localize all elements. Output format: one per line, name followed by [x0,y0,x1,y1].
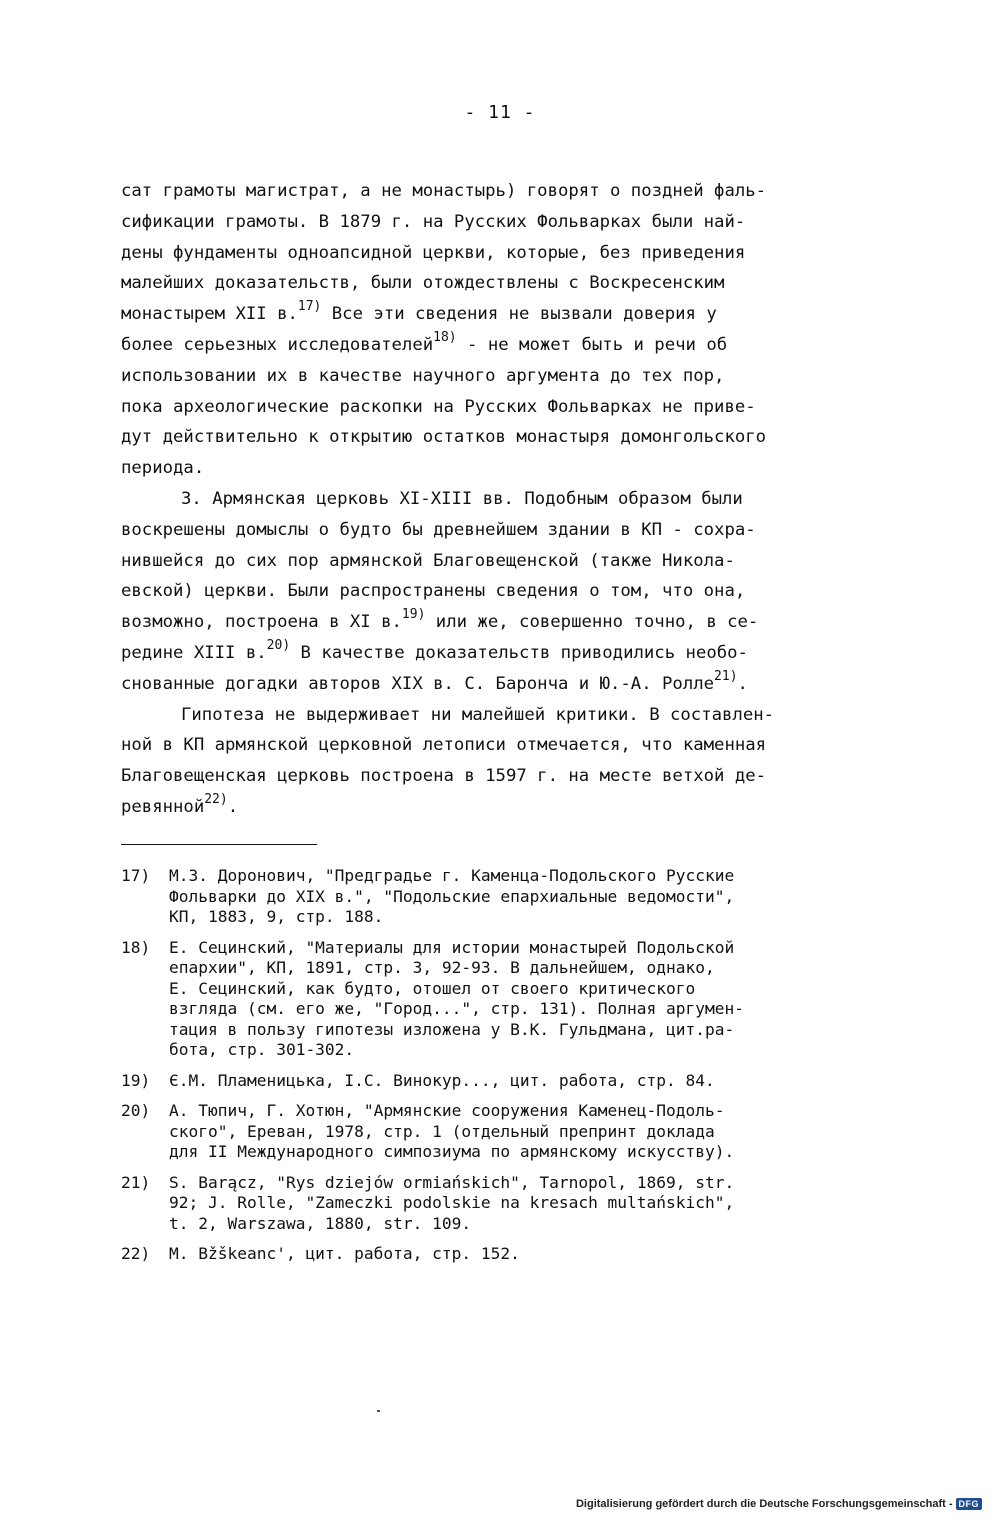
footnote-number: 21) [121,1172,151,1192]
text-line [121,669,891,700]
footnote-separator [121,844,317,845]
page-number: - 11 - [464,102,536,123]
text-line: использовании их в качестве научного аргумента до тех пор, [121,365,725,386]
digitization-credit-text: Digitalisierung gefördert durch die Deutsche Forschungsgemeinschaft - [575,1498,953,1510]
footnote-line: t. 2, Warszawa, 1880, str. 109. [169,1213,472,1233]
text-line: ной в КП армянской церковной летописи отмечается, что каменная [121,735,767,756]
text-segment: ревянной [121,796,205,817]
text-line: 3. Армянская церковь XI-XIII вв. Подобным образом были [181,488,743,509]
text-line: нившейся до сих пор армянской Благовещенской (также Никола- [121,550,735,571]
footnote-line: взгляда (см. его же, "Город...", стр. 131). Полная аргумен- [169,999,744,1018]
footnote-line: M. Bžškeanc', цит. работа, стр. 152. [169,1244,520,1263]
text-segment: более серьезных исследователей [121,334,434,355]
text-segment: или же, совершенно точно, в се- [425,612,759,633]
text-segment: В качестве доказательств приводились необо- [290,642,748,663]
text-segment: . [737,673,748,694]
footnote-number: 20) [121,1101,151,1120]
footnote-number: 19) [121,1070,151,1090]
scan-speck [377,1410,380,1412]
footnote-line: Е. Сецинский, как будто, отошел от своего критического [169,978,696,998]
footnote-line: М.З. Доронович, "Предградье г. Каменца-Подольского Русские [169,866,735,885]
text-segment: - не может быть и речи об [456,334,728,355]
footnote-line: бота, стр. 301-302. [169,1040,355,1059]
footnote-22 [121,1244,901,1265]
footnote-line: КП, 1883, 9, стр. 188. [169,907,384,926]
footnote-ref-19: 19) [401,607,426,623]
footnote-line: для II Международного симпозиума по армянскому искусству). [169,1142,735,1161]
footnotes [121,866,901,1275]
footnote-20 [121,1101,901,1163]
footnote-19 [121,1071,901,1092]
footnote-ref-21: 21) [714,668,738,684]
text-line: дены фундаменты одноапсидной церкви, которые, без приведения [121,242,746,263]
text-segment: Все эти сведения не вызвали доверия у [321,304,717,325]
footnote-line: Фольварки до XIX в.", "Подольские епархиальные ведомости", [169,886,735,906]
text-line: периода. [121,458,205,479]
footnote-line: А. Тюпич, Г. Хотюн, "Армянские сооружения Каменец-Подоль- [169,1101,725,1120]
digitization-credit [576,1498,982,1510]
text-line [121,299,891,330]
text-segment: . [227,796,239,817]
text-segment: редине XIII в. [121,642,267,663]
footnote-number: 18) [121,937,151,957]
text-line: Гипотеза не выдерживает ни малейшей критики. В составлен- [181,704,775,725]
text-line [121,607,891,638]
text-line: сат грамоты магистрат, а не монастырь) говорят о поздней фаль- [121,181,767,201]
text-line: Благовещенская церковь построена в 1597 г. на месте ветхой де- [121,766,767,787]
footnote-line: 92; J. Rolle, "Zameczki podolskie na kresach multańskich", [169,1193,735,1212]
footnote-number: 22) [121,1244,151,1263]
footnote-17 [121,866,901,928]
footnote-18 [121,938,901,1061]
footnote-ref-18: 18) [433,329,457,345]
dfg-logo: DFG [956,1498,983,1510]
footnote-line: тация в пользу гипотезы изложена у В.К. Гульдмана, цит.ра- [169,1019,735,1039]
footnote-line: Є.М. Пламеницька, І.С. Винокур..., цит. работа, стр. 84. [169,1070,715,1090]
text-segment: снованные догадки авторов XIX в. С. Баронча и Ю.-А. Ролле [121,673,715,694]
text-line: пока археологические раскопки на Русских Фольварках не приве- [121,396,756,417]
text-segment: монастырем XII в. [121,304,298,325]
text-line: малейших доказательств, были отождествлены с Воскресенским [121,273,725,294]
text-line [121,792,891,823]
text-line: евской) церкви. Были распространены сведения о том, что она, [121,581,746,602]
footnote-21 [121,1173,901,1235]
text-line [121,638,891,669]
text-line: воскрешены домыслы о будто бы древнейшем здании в КП - сохра- [121,519,756,540]
footnote-line: ского", Ереван, 1978, стр. 1 (отдельный препринт доклада [169,1121,715,1141]
text-line: сификации грамоты. В 1879 г. на Русских Фольварках были най- [121,211,746,232]
footnote-line: епархии", КП, 1891, стр. 3, 92-93. В дальнейшем, однако, [169,958,715,977]
footnote-line: Е. Сецинский, "Материалы для истории монастырей Подольской [169,937,735,957]
footnote-number: 17) [121,866,151,885]
footnote-ref-17: 17) [297,299,322,315]
footnote-line: S. Barącz, "Rys dziejów ormiańskich", Tarnopol, 1869, str. [169,1172,735,1192]
text-line [121,330,891,361]
text-line: дут действительно к открытию остатков монастыря домонгольского [121,427,767,448]
text-segment: возможно, построена в XI в. [121,612,402,633]
main-text [121,176,891,823]
footnote-ref-22: 22) [204,791,228,807]
footnote-ref-20: 20) [266,637,291,653]
